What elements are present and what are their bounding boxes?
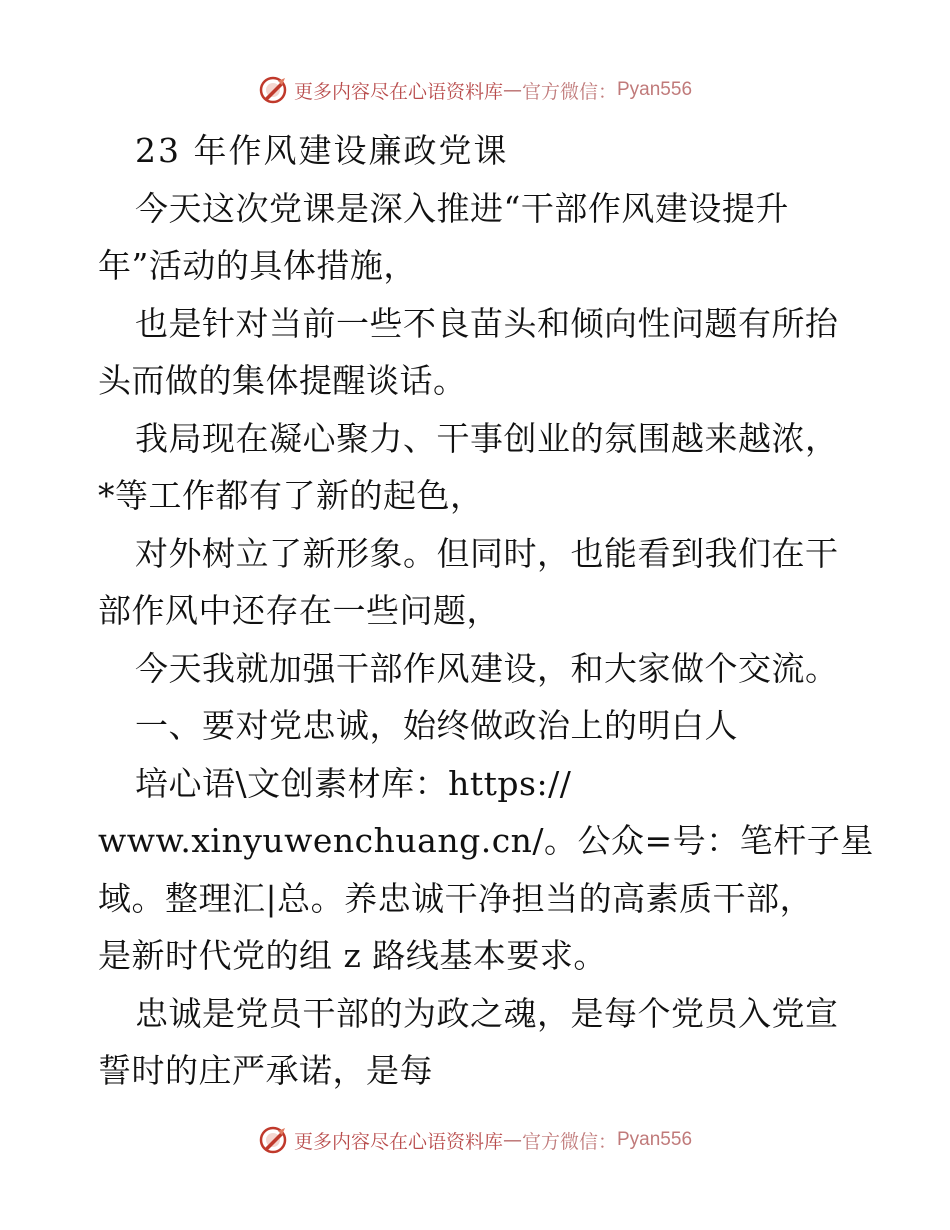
paragraph-line: 我局现在凝心聚力、干事创业的氛围越来越浓， xyxy=(135,418,839,458)
banner-text: 更多内容尽在心语资料库 xyxy=(293,1130,503,1153)
banner-text: 更多内容尽在心语资料库 xyxy=(293,80,503,103)
paragraph-line: 域。整理汇|总。养忠诚干净担当的高素质干部， xyxy=(98,878,814,918)
paragraph-line: *等工作都有了新的起色， xyxy=(98,476,484,515)
paragraph-line: 年”活动的具体措施， xyxy=(98,246,417,285)
banner-wechat-id: Pyan556 xyxy=(617,79,693,100)
paragraph-line: 部作风中还存在一些问题， xyxy=(98,591,500,630)
banner-wechat-label: 官方微信： xyxy=(521,80,617,103)
banner-wechat-id: Pyan556 xyxy=(617,1129,693,1150)
header-watermark-banner xyxy=(0,70,950,110)
paragraph-line: 也是针对当前一些不良苗头和倾向性问题有所抬 xyxy=(135,303,839,343)
paragraph-line: 头而做的集体提醒谈话。 xyxy=(98,361,467,400)
footer-watermark-banner xyxy=(0,1120,950,1160)
paragraph-line: 培心语\文创素材库：https:// xyxy=(135,763,572,803)
paragraph-line: 忠诚是党员干部的为政之魂，是每个党员入党宣 xyxy=(135,993,839,1033)
document-body xyxy=(98,122,874,1100)
quill-logo-icon xyxy=(258,1125,288,1155)
banner-separator: — xyxy=(502,79,522,101)
paragraph-line: 对外树立了新形象。但同时，也能看到我们在干 xyxy=(135,533,839,573)
paragraph-line: 誓时的庄严承诺，是每 xyxy=(98,1051,433,1090)
banner-wechat-label: 官方微信： xyxy=(521,1130,617,1153)
paragraph-line: 是新时代党的组 z 路线基本要求。 xyxy=(98,936,607,975)
paragraph-line: 今天这次党课是深入推进“干部作风建设提升 xyxy=(135,188,789,228)
paragraph-line: 今天我就加强干部作风建设，和大家做个交流。 xyxy=(135,648,839,688)
section-heading: 一、要对党忠诚，始终做政治上的明白人 xyxy=(135,706,738,745)
document-title: 23 年作风建设廉政党课 xyxy=(135,131,509,170)
banner-separator: — xyxy=(502,1129,522,1151)
quill-logo-icon xyxy=(258,75,288,105)
paragraph-line: www.xinyuwenchuang.cn/。公众=号：笔杆子星 xyxy=(98,821,874,860)
